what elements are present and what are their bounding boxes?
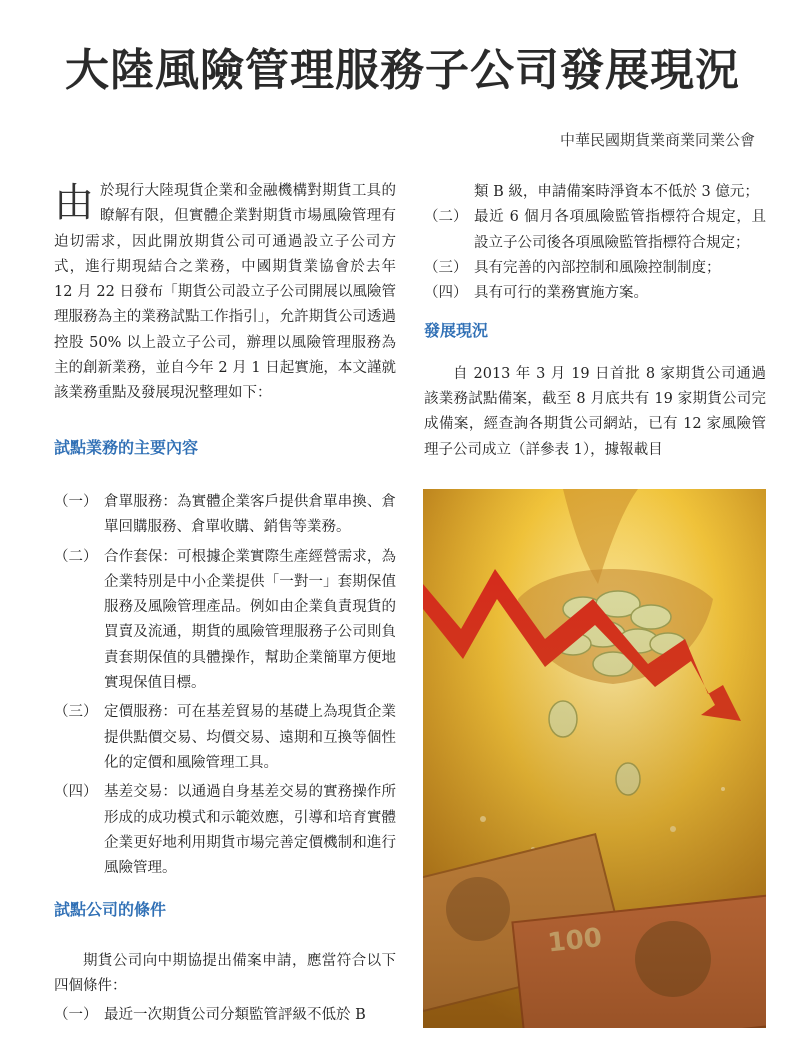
item-text: 最近 6 個月各項風險監管指標符合規定，且設立子公司後各項風險監管指標符合規定； xyxy=(474,209,766,251)
item-text: 基差交易：以通過自身基差交易的實務操作所形成的成功模式和示範效應，引導和培育實體企業更好地利用期貨市場完善定價機制和進行風險管理。 xyxy=(104,784,396,877)
section-heading-development: 發展現況 xyxy=(424,321,489,341)
list-item xyxy=(54,700,396,776)
list-item-continued xyxy=(424,180,766,205)
illustration-graphic xyxy=(423,489,766,1028)
section-heading-pilot-conditions: 試點公司的條件 xyxy=(54,900,167,920)
intro-paragraph xyxy=(54,179,396,407)
list-item xyxy=(54,1003,396,1028)
item-number: （一） xyxy=(54,1007,98,1024)
item-text: 具有完善的內部控制和風險控制制度； xyxy=(474,259,721,276)
organization-name: 中華民國期貨業商業同業公會 xyxy=(559,131,755,149)
section-heading-pilot-business: 試點業務的主要內容 xyxy=(54,437,199,457)
item-text: 類 B 級，申請備案時淨資本不低於 3 億元； xyxy=(474,184,759,200)
left-column xyxy=(54,179,396,1029)
intro-text: 於現行大陸現貨企業和金融機構對期貨工具的瞭解有限，但實體企業對期貨市場風險管理有迫切需求，因此開放期貨公司可通過設立子公司方式，進行期現結合之業務，中國期貨業協會於去年 12 月 22 日發布「期貨公司設立子公司開展以風險管理服務為主的業務試點工作指引」，允許期貨公司透過控股 50% 以上設立子公司，辦理以風險管理服務為主的創新業務，並自今年 2 月 1 日起實施，本文謹就該業務重點及發展現況整理如下： xyxy=(54,183,396,402)
list-item xyxy=(424,281,766,306)
item-text: 合作套保：可根據企業實際生產經營需求，為企業特別是中小企業提供「一對一」套期保值服務及風險管理產品。例如由企業負責現貨的買賣及流通，期貨的風險管理服務子公司則負責套期保值的具體操作，幫助企業簡單方便地實現保值目標。 xyxy=(104,548,396,692)
item-number: （四） xyxy=(424,285,468,302)
list-item xyxy=(54,545,396,697)
drop-cap: 由 xyxy=(54,180,94,226)
list-item xyxy=(424,205,766,256)
illustration-money-falling xyxy=(423,489,766,1028)
item-number: （三） xyxy=(424,259,468,276)
item-text: 倉單服務：為實體企業客戶提供倉單串換、倉單回購服務、倉單收購、銷售等業務。 xyxy=(104,493,396,536)
item-text: 最近一次期貨公司分類監管評級不低於 B xyxy=(104,1007,366,1024)
page-title: 大陸風險管理服務子公司發展現況 xyxy=(65,45,740,96)
item-number: （二） xyxy=(54,548,98,565)
item-text: 具有可行的業務實施方案。 xyxy=(474,285,648,302)
right-column xyxy=(424,180,766,463)
list-item xyxy=(54,490,396,541)
item-number: （二） xyxy=(424,209,468,226)
development-paragraph: 自 2013 年 3 月 19 日首批 8 家期貨公司通過該業務試點備案，截至 8 月底共有 19 家期貨公司完成備案，經查詢各期貨公司網站，已有 12 家風險管理子公司成立（詳參表 1），據報載目 xyxy=(424,365,766,458)
item-number: （四） xyxy=(54,784,98,801)
conditions-paragraph: 期貨公司向中期協提出備案申請，應當符合以下四個條件： xyxy=(54,952,396,995)
list-item xyxy=(54,780,396,881)
list-item xyxy=(424,256,766,281)
item-number: （一） xyxy=(54,493,98,510)
item-text: 定價服務：可在基差貿易的基礎上為現貨企業提供點價交易、均價交易、遠期和互換等個性化的定價和風險管理工具。 xyxy=(104,704,396,771)
item-number: （三） xyxy=(54,704,98,721)
